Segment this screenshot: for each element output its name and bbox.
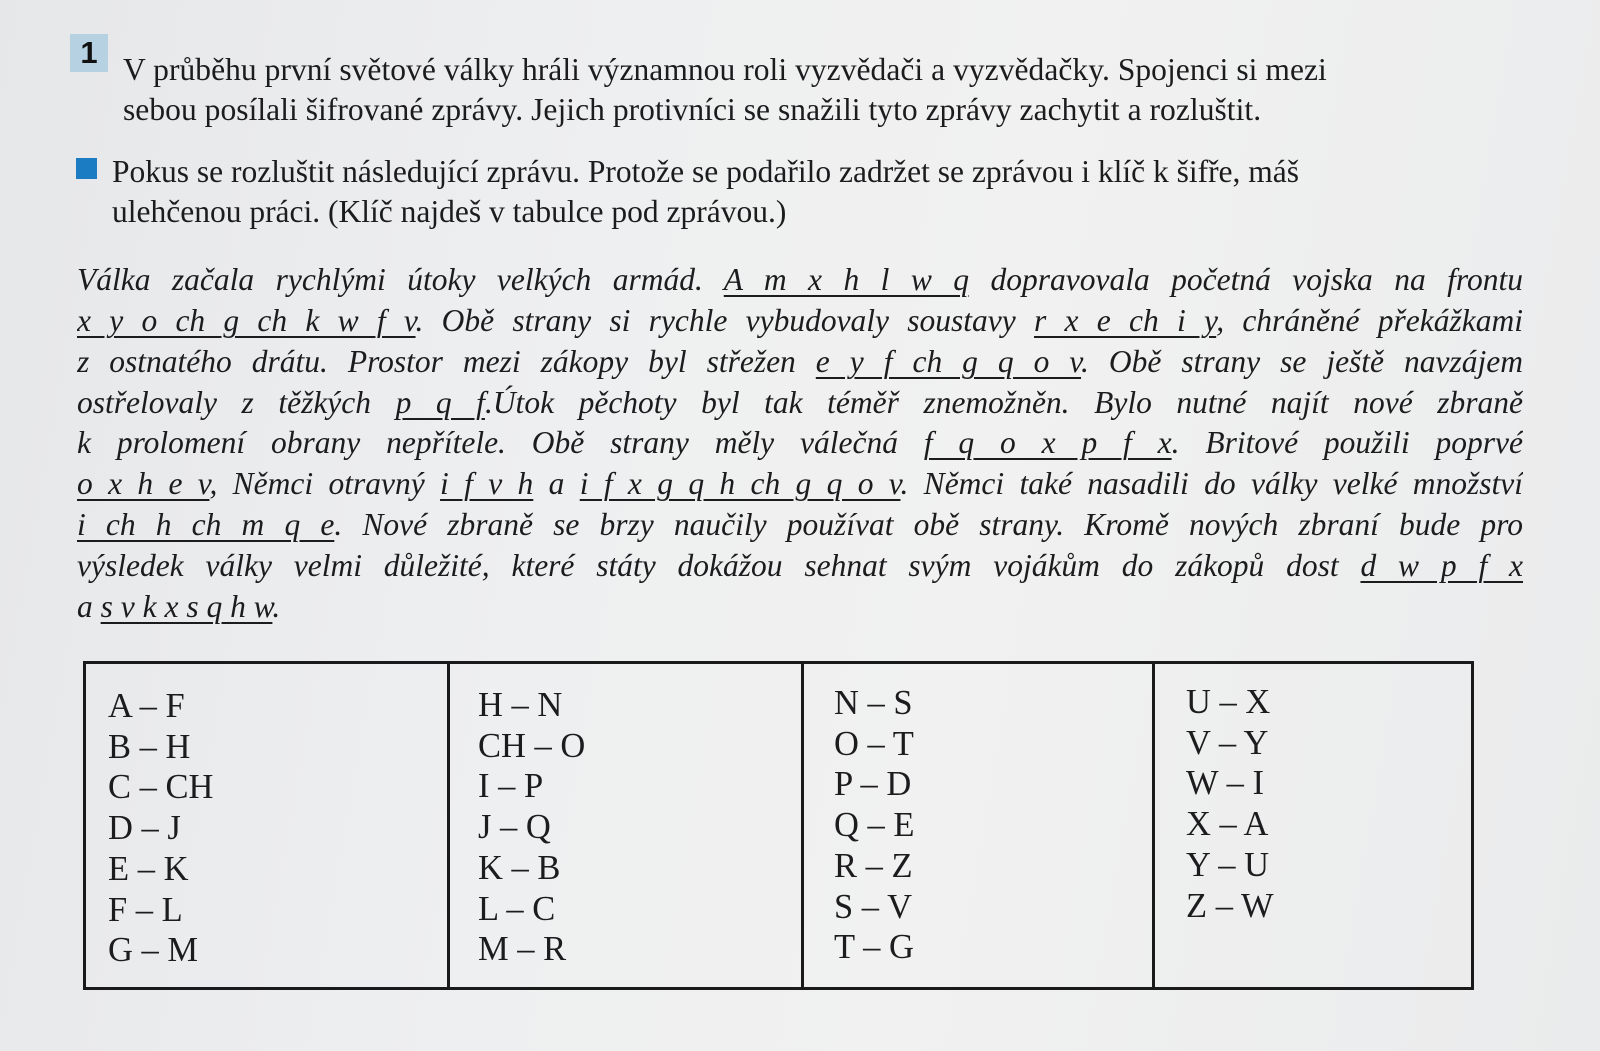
key-pair: A – F (108, 687, 185, 725)
story-text: .Útok pěchoty byl tak téměř znemožněn. Bylo nutné najít nové zbraně (484, 385, 1523, 420)
cipher-word: o x h e v (77, 466, 210, 501)
key-pair: Z – W (1186, 886, 1274, 925)
story-line (77, 383, 1523, 423)
story-line (77, 423, 1523, 463)
story-text: . Britové použili poprvé (1171, 425, 1523, 460)
key-pair: M – R (478, 930, 567, 969)
key-pair: W – I (1186, 764, 1264, 803)
story-line (77, 546, 1523, 586)
key-pair: G – M (108, 931, 199, 970)
story-text: výsledek války velmi důležité, které státy dokážou sehnat svým vojákům do zákopů dost (77, 548, 1361, 583)
key-column (86, 664, 450, 987)
key-pair: P – D (834, 765, 912, 804)
key-pair: U – X (1186, 683, 1271, 721)
story-line (77, 342, 1523, 382)
story-text: , Němci otravný (209, 466, 441, 501)
story-text: dopravovala početná vojska na frontu (969, 262, 1523, 297)
story-line (77, 505, 1523, 545)
story-text: z ostnatého drátu. Prostor mezi zákopy byl střežen (77, 344, 816, 379)
task-number-badge: 1 (70, 34, 108, 72)
story-line (77, 464, 1523, 504)
intro-line: V průběhu první světové války hráli významnou roli vyzvědači a vyzvědačky. Spojenci si mezi (123, 52, 1327, 87)
key-column (1155, 664, 1471, 987)
cipher-word: e y f ch g q o v (815, 344, 1082, 379)
cipher-key-table (83, 661, 1474, 990)
key-pair: S – V (834, 887, 912, 926)
key-pair: Q – E (834, 806, 915, 845)
story-text: . Obě strany si rychle vybudovaly soustavy (415, 303, 1035, 338)
key-pair: B – H (108, 727, 191, 766)
key-pair: C – CH (108, 768, 214, 807)
story-text: a (533, 466, 580, 501)
instruction-line: ulehčenou práci. (Klíč najdeš v tabulce pod zprávou.) (112, 194, 787, 229)
cipher-word: r x e ch i y (1034, 303, 1217, 338)
key-pair: V – Y (1186, 723, 1269, 762)
instruction-line: Pokus se rozluštit následující zprávu. Protože se podařilo zadržet se zprávou i klíč k šifře, máš (112, 154, 1300, 189)
key-column (804, 664, 1155, 987)
story-text: a (77, 589, 101, 624)
cipher-word: f q o x p f x (923, 425, 1172, 460)
intro-line: sebou posílali šifrované zprávy. Jejich protivníci se snažili tyto zprávy zachytit a rozluštit. (123, 92, 1262, 127)
key-pair: F – L (108, 890, 183, 929)
key-pair: L – C (478, 889, 556, 928)
key-pair: K – B (478, 848, 561, 887)
story-line (77, 587, 1523, 627)
story-text: , chráněné překážkami (1216, 303, 1523, 338)
story-line (77, 301, 1523, 341)
key-pair: Y – U (1186, 845, 1270, 884)
story-text: . Obě strany se ještě navzájem (1081, 344, 1523, 379)
story-text: Válka začala rychlými útoky velkých armád. (77, 262, 724, 297)
cipher-word: p q f (395, 385, 485, 420)
story-line (77, 260, 1523, 300)
story-text: . Němci také nasadili do války velké množství (900, 466, 1523, 501)
key-pair: I – P (478, 767, 544, 806)
key-pair: D – J (108, 809, 181, 848)
story-text: ostřelovaly z těžkých (77, 385, 396, 420)
story-text: . (272, 589, 281, 624)
cipher-word: i f x g q h ch g q o v (579, 466, 901, 501)
cipher-word: s v k x s q h w (100, 589, 273, 624)
key-pair: O – T (834, 724, 914, 763)
key-pair: E – K (108, 849, 189, 888)
key-pair: X – A (1186, 805, 1269, 844)
cipher-word: x y o ch g ch k w f v (77, 303, 416, 338)
story-text: . Nové zbraně se brzy naučily používat obě strany. Kromě nových zbraní bude pro (334, 507, 1523, 542)
key-pair: H – N (478, 686, 563, 724)
key-pair: T – G (834, 928, 914, 967)
key-pair: CH – O (478, 726, 586, 765)
story-text: k prolomení obrany nepřítele. Obě strany měly válečná (77, 425, 924, 460)
key-pair: J – Q (478, 808, 551, 847)
cipher-word: i f v h (440, 466, 534, 501)
key-pair: R – Z (834, 846, 913, 885)
task-bullet-icon (76, 158, 97, 179)
cipher-word: d w p f x (1360, 548, 1523, 583)
cipher-word: A m x h l w q (723, 262, 970, 297)
key-column (450, 664, 804, 987)
key-pair: N – S (834, 684, 913, 722)
cipher-word: i ch h ch m q e (77, 507, 335, 542)
